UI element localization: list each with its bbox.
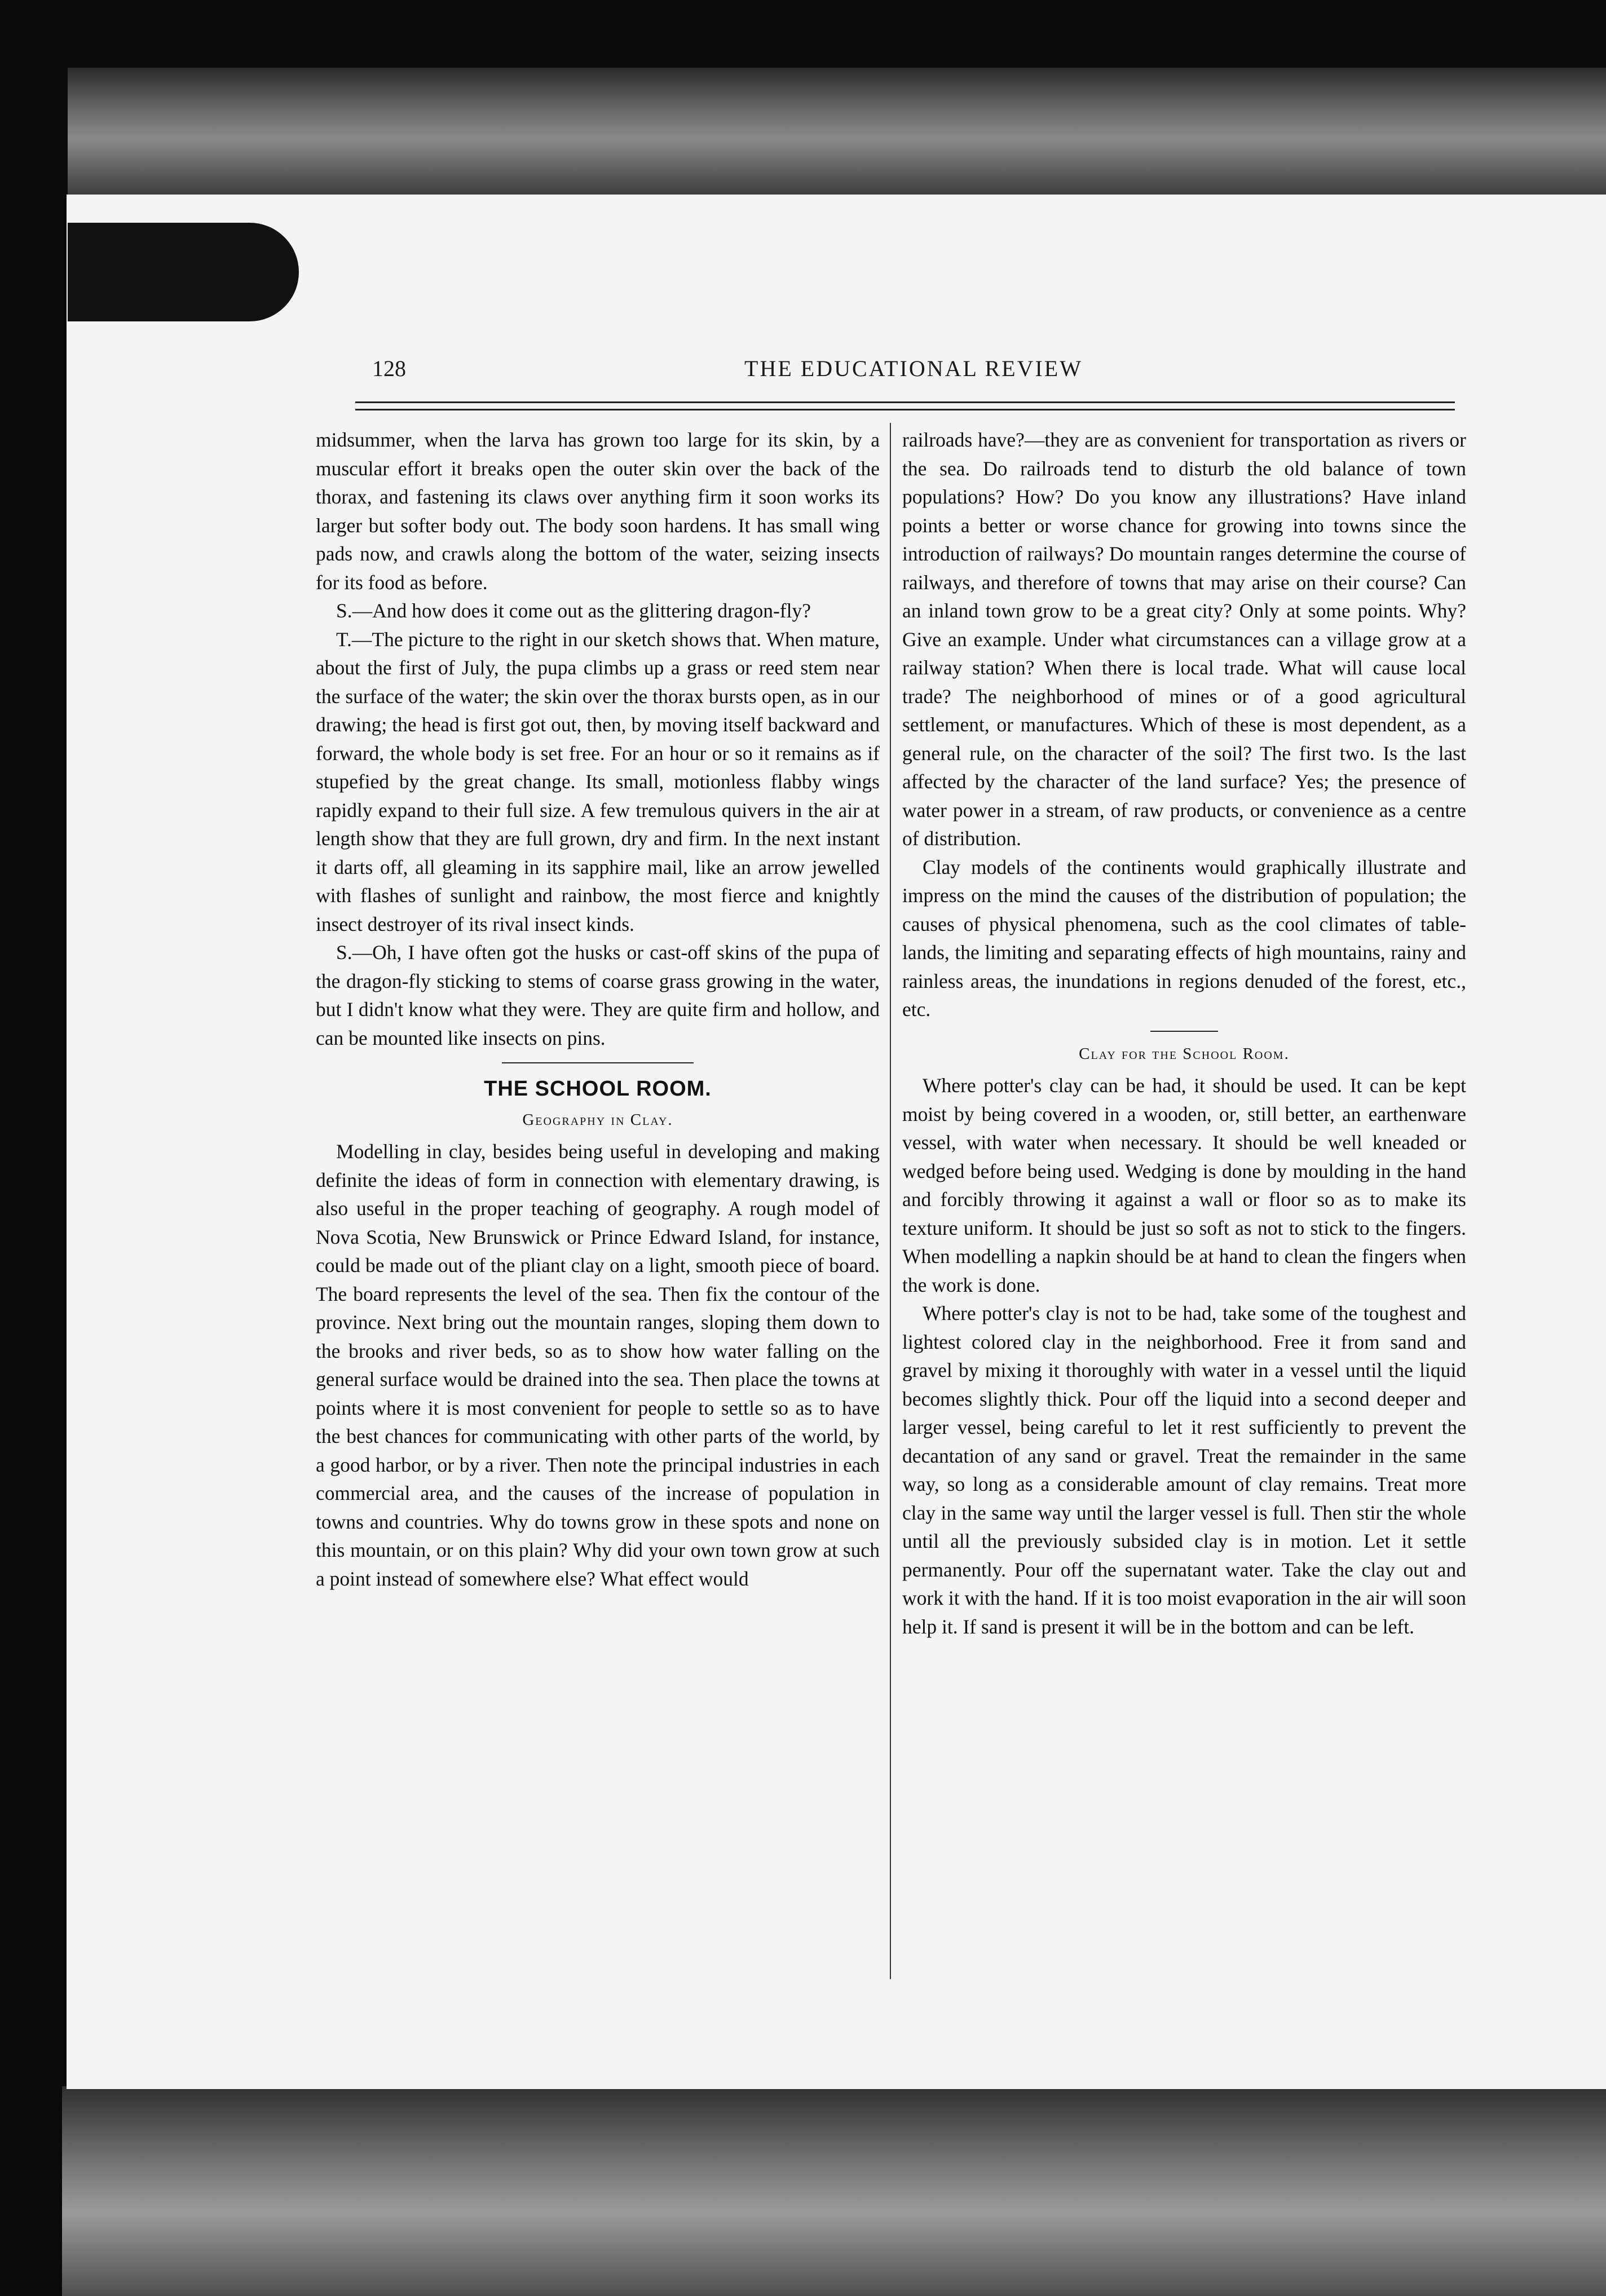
paragraph: midsummer, when the larva has grown too large for its skin, by a muscular effort it breaks open the outer skin over the back of the thorax, and fastening its claws over anything firm it soon works its larger but softer body out. The body soon hardens. It has small wing pads now, and crawls along the bottom of the water, seizing insects for its food as before.: [316, 429, 880, 594]
article-subheading: Geography in Clay.: [522, 1110, 673, 1129]
paragraph: Where potter's clay can be had, it should be used. It can be kept moist by being covered in a wooden, or, still better, an earthenware vessel, with water when necessary. It should be well kneaded or wedged before being used. Wedging is done by moulding in the hand and forcibly throwing it against a wall or floor so as to make its texture uniform. It should be just so soft as not to stick to the fingers. When modelling a napkin should be at hand to clean the fingers when the work is done.: [902, 1074, 1466, 1296]
article-subheading: Clay for the School Room.: [1079, 1044, 1290, 1063]
paragraph: railroads have?—they are as convenient for transportation as rivers or the sea. Do railroads tend to disturb the old balance of town populations? How? Do you know any illustrations? Have inland points a better or worse chance for growing into towns since the introduction of railways? Do mountain ranges determine the course of railways, and therefore of towns that may arise on their course? Can an inland town grow to be a great city? Only at some points. Why? Give an example. Under what circumstances can a village grow at a railway station? When there is local trade. What will cause local trade? The neighborhood of mines or of a good agricultural settlement, or manufactures. Which of these is most dependent, as a general rule, on the character of the soil? The first two. Is the last affected by the character of the land surface? Yes; the presence of water power in a stream, of raw products, or convenience as a centre of distribution.: [902, 429, 1466, 850]
scan-shadow-top: [68, 68, 1606, 197]
scan-shadow-bottom: [62, 2086, 1606, 2296]
paragraph: S.—Oh, I have often got the husks or cast-off skins of the pupa of the dragon-fly sticking to stems of coarse grass growing in the water, but I didn't know what they were. They are quite firm and hollow, and can be mounted like insects on pins.: [316, 941, 880, 1049]
section-rule: [502, 1062, 694, 1063]
header-rule: [355, 401, 1455, 410]
paragraph: Where potter's clay is not to be had, take some of the toughest and lightest colored clay in the neighborhood. Free it from sand and gravel by mixing it thoroughly with water in a vessel until the liquid becomes slightly thick. Pour off the liquid into a second deeper and larger vessel, being careful to let it rest sufficiently to prevent the decantation of any sand or gravel. Treat the remainder in the same way, so long as a considerable amount of clay remains. Treat more clay in the same way until the larger vessel is full. Then stir the whole until all the previously subsided clay is in motion. Let it settle permanently. Pour off the supernatant water. Take the clay out and work it with the hand. If it is too moist evaporation in the air will soon help it. If sand is present it will be in the bottom and can be left.: [902, 1302, 1466, 1638]
paragraph: T.—The picture to the right in our sketch shows that. When mature, about the first of July, the pupa climbs up a grass or reed stem near the surface of the water; the skin over the thorax bursts open, as in our drawing; the head is first got out, then, by moving itself backward and forward, the whole body is set free. For an hour or so it remains as if stupefied by the great change. Its small, motionless flabby wings rapidly expand to their full size. A few tremulous quivers in the air at length show that they are full grown, dry and firm. In the next instant it darts off, all gleaming in its sapphire mail, like an arrow jewelled with flashes of sunlight and rainbow, the most fierce and knightly insect destroyer of its rival insect kinds.: [316, 628, 880, 935]
thumb-shadow: [68, 223, 299, 321]
column-divider: [890, 423, 891, 1979]
paragraph: Clay models of the continents would graphically illustrate and impress on the mind the causes of the distribution of population; the causes of physical phenomena, such as the cool climates of table-lands, the limiting and separating effects of high mountains, rainy and rainless areas, the inundations in regions denuded of the forest, etc., etc.: [902, 855, 1466, 1021]
page-number: 128: [372, 356, 406, 381]
paragraph: Modelling in clay, besides being useful in developing and making definite the ideas of form in connection with elementary drawing, is also useful in the proper teaching of geography. A rough model of Nova Scotia, New Brunswick or Prince Edward Island, for instance, could be made out of the pliant clay on a light, smooth piece of board. The board represents the level of the sea. Then fix the contour of the province. Next bring out the mountain ranges, sloping them down to the brooks and river beds, so as to show how water falling on the general surface would be drained into the sea. Then place the towns at points where it is most convenient for people to settle so as to have the best chances for communicating with other parts of the world, by a good harbor, or by a river. Then note the principal industries in each commercial area, and the causes of the increase of population in towns and countries. Why do towns grow in these spots and none on this mountain, or on this plain? Why did your own town grow at such a point instead of somewhere else? What effect would: [316, 1140, 880, 1590]
left-column: [316, 426, 880, 1593]
article-rule: [1150, 1031, 1218, 1032]
journal-title: THE EDUCATIONAL REVIEW: [744, 356, 1083, 381]
page-header: [372, 355, 1455, 389]
section-heading: THE SCHOOL ROOM.: [484, 1077, 712, 1101]
paragraph: S.—And how does it come out as the glittering dragon-fly?: [336, 599, 811, 622]
right-column: [902, 426, 1466, 1641]
